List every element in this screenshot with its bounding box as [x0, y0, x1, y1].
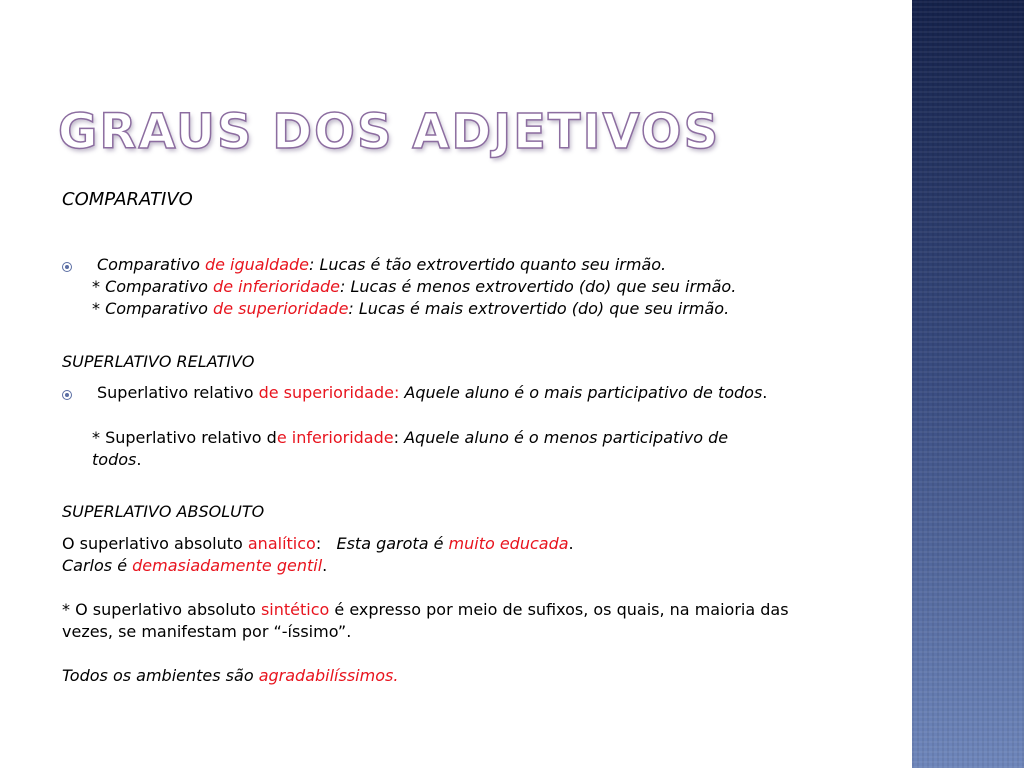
decorative-sidebar	[912, 0, 1024, 768]
comparativo-inferioridade-line: * Comparativo de inferioridade: Lucas é menos extrovertido (do) que seu irmão.	[92, 277, 737, 296]
superlativo-absoluto-heading: SUPERLATIVO ABSOLUTO	[62, 502, 265, 521]
bullet-icon	[62, 390, 72, 400]
superlativo-relativo-heading: SUPERLATIVO RELATIVO	[62, 352, 255, 371]
carlos-line: Carlos é demasiadamente gentil.	[62, 556, 328, 575]
slide-title: GRAUS DOS ADJETIVOS	[58, 104, 721, 160]
superlativo-relativo-inferioridade-line1: * Superlativo relativo de inferioridade: Aquele aluno é o menos participativo de	[92, 428, 729, 447]
superlativo-analitico-line: O superlativo absoluto analítico: Esta garota é muito educada.	[62, 534, 574, 553]
superlativo-sintetico-line1: * O superlativo absoluto sintético é expresso por meio de sufixos, os quais, na maioria das	[62, 600, 789, 619]
superlativo-relativo-superioridade-line: Superlativo relativo de superioridade: Aquele aluno é o mais participativo de todos.	[97, 383, 768, 402]
comparativo-heading: COMPARATIVO	[62, 189, 193, 210]
superlativo-relativo-inferioridade-line2: todos.	[92, 450, 142, 469]
bullet-icon	[62, 262, 72, 272]
comparativo-igualdade-line: Comparativo de igualdade: Lucas é tão extrovertido quanto seu irmão.	[97, 255, 667, 274]
superlativo-sintetico-line2: vezes, se manifestam por “-íssimo”.	[62, 622, 352, 641]
ambientes-line: Todos os ambientes são agradabilíssimos.	[62, 666, 399, 685]
comparativo-superioridade-line: * Comparativo de superioridade: Lucas é mais extrovertido (do) que seu irmão.	[92, 299, 730, 318]
